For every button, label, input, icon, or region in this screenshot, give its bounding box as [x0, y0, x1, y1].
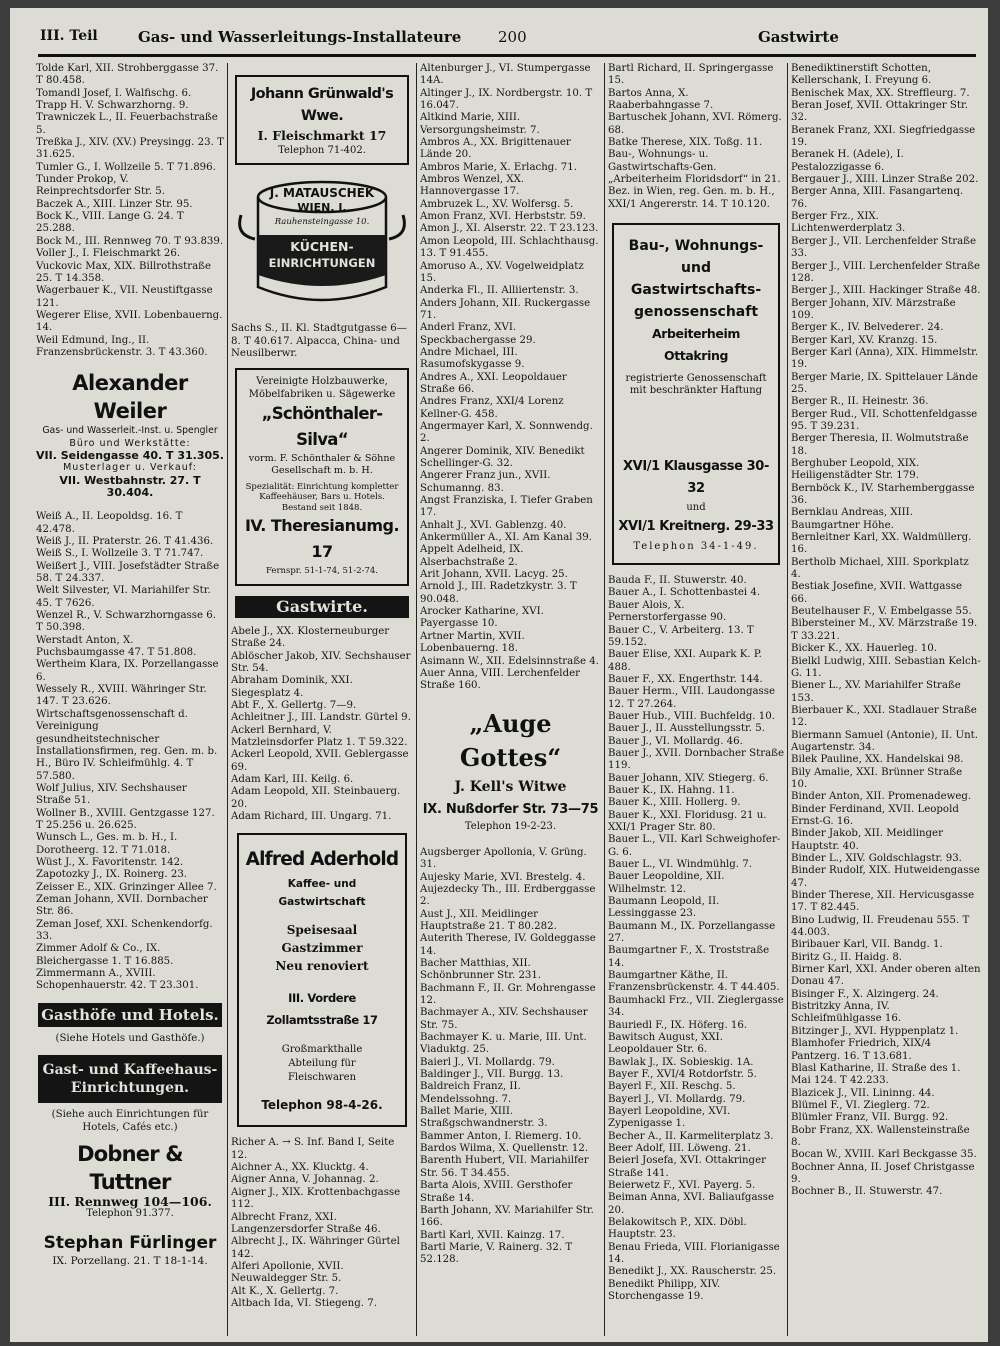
list-item: Baumann M., IX. Porzellangasse 27. [608, 920, 776, 945]
ad-title: „Schönthaler-Silva“ [261, 404, 383, 450]
list-item: Blazicek J., VII. Lininng. 44. [791, 1087, 935, 1099]
list-item: Blümler Franz, VII. Burgg. 92. [791, 1112, 949, 1124]
ad-address: III. Vordere Zollamtsstraße 17 [266, 991, 378, 1028]
list-item: Barenth Hubert, VII. Mariahilfer Str. 56. T 34.455. [420, 1155, 589, 1179]
ad-address: XVI/1 Klausgasse 30-32 [623, 458, 769, 496]
entry-list [231, 1137, 413, 1310]
section-title: Gastwirte. [276, 596, 368, 616]
list-item: Altkind Marie, XIII. Versorgungsheimstr. 7. [420, 112, 540, 136]
list-item: Bayer F., XVI/4 Rotdorfstr. 5. [608, 1068, 757, 1080]
list-item: Beranek H. (Adele), I. Pestalozzigasse 6. [791, 149, 904, 173]
list-item: Trawniczek L., II. Feuerbachstraße 5. [36, 112, 218, 136]
section-box-label: Gast- und Kaffeehaus- [42, 1062, 218, 1079]
list-item: Wollner B., XVIII. Gentzgasse 127. T 25.256 u. 26.625. [36, 807, 215, 831]
ad-text: Gas- und Wasserleit.-Inst. u. Spengler [42, 425, 218, 437]
list-item: Wunsch L., Ges. m. b. H., I. Dorotheerg. 12. T 71.018. [36, 832, 178, 856]
list-item: Tunder Prokop, V. Reinprechtsdorfer Str. 5. [36, 174, 165, 198]
ad-title: genossenschaft [633, 304, 759, 321]
list-item: Vuckovic Max, XIX. Billrothstraße 25. T 14.358. [36, 260, 211, 284]
list-item: Zapotozky J., IX. Roinerg. 23. [36, 869, 188, 881]
ad-text: J. Kell's Witwe [454, 778, 567, 795]
list-item: Aigner J., XIX. Krottenbachgasse 112. [231, 1186, 401, 1211]
list-item: Bau-, Wohnungs- u. Gastwirtschafts-Gen. „Arbeiterheim Floridsdorf“ in 21. Bez. in Wien, reg. Gen. m. b. H., XXI/1 Angererstr. 14. T 10.120. [608, 149, 781, 210]
directory-page [10, 8, 988, 1342]
list-item: Berger K., IV. Belvederег. 24. [791, 322, 944, 334]
list-item: Trapp H. V. Schwarzhorng. 9. [36, 100, 189, 112]
list-item: Binder Therese, XII. Hervicusgasse 17. T 82.445. [791, 890, 975, 914]
list-item: Benedikt Philipp, XIV. Storchengasse 19. [608, 1278, 721, 1303]
list-item: Zeman Josef, XXI. Schenkendorfg. 33. [36, 918, 213, 942]
list-item: Aust J., XII. Meidlinger Hauptstraße 21. T 80.282. [420, 908, 557, 932]
ad-address: IX. Nußdorfer Str. 73—75 [422, 801, 599, 817]
list-item: Artner Martin, XVII. Lobenbauerng. 18. [420, 630, 525, 655]
list-item: Bock K., VIII. Lange G. 24. T 25.288. [36, 211, 184, 235]
column-1 [36, 63, 224, 1338]
ad-title: Dobner & Tuttner [77, 1142, 183, 1195]
list-item: Benau Frieda, VIII. Florianigasse 14. [608, 1241, 780, 1266]
list-item: Treßka J., XIV. (XV.) Preysingg. 23. T 31.625. [36, 137, 224, 161]
list-item: Abt F., X. Gellertg. 7—9. [231, 700, 357, 711]
list-item: Berger Karl, XV. Kranzg. 15. [791, 334, 938, 346]
list-item: Zeman Johann, XVII. Dornbacher Str. 86. [36, 893, 208, 918]
column-5 [791, 63, 981, 1338]
list-item: Arit Johann, XVII. Lacyg. 25. [420, 569, 568, 581]
list-item: Berger Anna, XIII. Fasangartenq. 76. [791, 186, 964, 210]
list-item: Baierl J., VI. Mollardg. 79. [420, 1056, 555, 1068]
header-part: III. Teil [40, 28, 98, 44]
list-item: Zeisser E., XIX. Grinzinger Allee 7. [36, 881, 217, 893]
list-item: Andres A., XXI. Leopoldauer Straße 66. [420, 371, 567, 395]
list-item: Berger J., VIII. Lerchenfelder Straße 128. [791, 260, 981, 284]
list-item: Albrecht J., IX. Währinger Gürtel 142. [231, 1236, 400, 1260]
list-item: Bauer Leopoldine, XII. Wilhelmstr. 12. [608, 871, 725, 895]
list-item: Berger Frz., XIX. Lichtenwerderplatz 3. [791, 211, 906, 235]
list-item: Weiß A., II. Leopoldsg. 16. T 42.478. [36, 511, 183, 535]
ad-alfred-aderhold [237, 833, 407, 1127]
list-item: Bock M., III. Rennweg 70. T 93.839. [36, 235, 224, 247]
list-item: Bino Ludwig, II. Freudenau 555. T 44.003. [791, 914, 970, 939]
list-item: Ankermüller A., XI. Am Kanal 39. [420, 532, 592, 544]
list-item: Aigner Anna, V. Johannag. 2. [231, 1174, 379, 1186]
list-item: Berger Rud., VII. Schottenfeldgasse 95. T 39.231. [791, 408, 978, 432]
list-item: Bernklau Andreas, XIII. Baumgartner Höhe. [791, 507, 913, 531]
list-item: Aichner A., XX. Klucktg. 4. [231, 1162, 369, 1174]
list-item: Bibersteiner M., XV. Märzstraße 19. T 33.221. [791, 618, 978, 642]
column-divider [416, 63, 417, 1336]
list-item: Baldinger J., VII. Burgg. 13. [420, 1069, 564, 1081]
entry-list [36, 63, 224, 359]
list-item: Beiman Anna, XVI. Baliaufgasse 20. [608, 1192, 775, 1216]
list-item: Aujesky Marie, XVI. Brestelg. 4. [420, 871, 586, 883]
entry-list [36, 511, 224, 992]
list-item: Appelt Adelheid, IX. Alserbachstraße 2. [420, 544, 524, 568]
ad-text: Fleischwaren [287, 1072, 357, 1084]
list-item: Werstadt Anton, X. Puchsbaumgasse 47. T 51.808. [36, 634, 197, 659]
list-item: Baumgartner Käthe, II. Franzensbrückenstr. 4. T 44.405. [608, 970, 780, 994]
list-item: Bammer Anton, I. Riemerg. 10. [420, 1130, 582, 1142]
see-reference: (Siehe Hotels und Gasthöfe.) [55, 1033, 205, 1045]
list-item: Ackerl Leopold, XVII. Geblergasse 69. [231, 749, 409, 773]
list-item: Bauer Herm., VIII. Laudongasse 12. T 27.264. [608, 686, 776, 710]
ad-text: Vereinigte Holzbauwerke, [256, 376, 388, 388]
ad-dobner-tuttner [36, 1140, 224, 1221]
list-item: Abele J., XX. Klosterneuburger Straße 24. [231, 625, 390, 650]
ad-title: Bau-, Wohnungs- [628, 238, 764, 255]
list-item: Voller J., I. Fleischmarkt 26. [36, 248, 181, 260]
list-item: Berger Karl (Anna), XIX. Himmelstr. 19. [791, 346, 979, 371]
ad-text: Kaffee- und Gastwirtschaft [278, 878, 366, 909]
ad-text: EINRICHTUNGEN [268, 256, 376, 271]
list-item: Bertholb Michael, XIII. Sporkplatz 4. [791, 556, 969, 581]
list-item: Bauer L., VI. Windmühlg. 7. [608, 859, 752, 871]
list-item: Bauer C., V. Arbeiterg. 13. T 59.152. [608, 624, 754, 648]
list-item: Bauer A., I. Schottenbastei 4. [608, 587, 761, 599]
ad-text: Spezialität: Einrichtung kompletter Kaffeehäuser, Bars u. Hotels. Bestand seit 1848. [245, 481, 399, 513]
ad-text: und [686, 501, 706, 513]
list-item: Angst Franziska, I. Tiefer Graben 17. [420, 495, 593, 519]
list-item: Baczek A., XIII. Linzer Str. 95. [36, 198, 193, 210]
list-item: Bauer Hub., VIII. Buchfeldg. 10. [608, 710, 775, 722]
list-item: Albrecht Franz, XXI. Langenzersdorfer Straße 46. [231, 1211, 381, 1235]
list-item: Bartl Marie, V. Rainerg. 32. T 52.128. [420, 1241, 573, 1266]
list-item: Bergauer J., XIII. Linzer Straße 202. [791, 174, 979, 186]
ad-text: registrierte Genossenschaft [625, 373, 767, 385]
ad-text: Großmarkthalle [281, 1044, 363, 1056]
list-item: Anderl Franz, XVI. Speckbachergasse 29. [420, 322, 536, 346]
list-item: Benischek Max, XX. Streffleurg. 7. [791, 87, 970, 99]
list-item: Bicker K., XX. Hauerleg. 10. [791, 643, 937, 655]
ad-text: mit beschränkter Haftung [629, 385, 763, 397]
list-item: Beierl Josefa, XVI. Ottakringer Straße 141. [608, 1155, 766, 1179]
list-item: Bauer J., XVII. Dornbacher Straße 119. [608, 747, 784, 772]
ad-text: vorm. F. Schönthaler & Söhne [248, 453, 396, 465]
list-item: Bayerl J., VI. Mollardg. 79. [608, 1093, 746, 1105]
list-item: Angerer Franz jun., XVII. Schumanng. 83. [420, 470, 551, 494]
list-item: Binder Jakob, XII. Meidlinger Hauptstr. 40. [791, 828, 943, 852]
list-item: Bachmayer A., XIV. Sechshauser Str. 75. [420, 1007, 588, 1031]
ad-text: Gastzimmer [281, 941, 363, 956]
list-item: Alferi Apollonie, XVII. Neuwaldegger Str. 5. [231, 1260, 344, 1285]
list-item: Adam Karl, III. Keilg. 6. [231, 774, 354, 786]
list-item: Bernböck K., IV. Starhemberggasse 36. [791, 482, 975, 507]
ad-matauschek [235, 175, 409, 315]
list-item: Weiß J., II. Praterstr. 26. T 41.436. [36, 536, 214, 547]
column-3 [420, 63, 601, 1338]
list-item: Ambruzek L., XV. Wolfersg. 5. [420, 198, 574, 210]
list-item: Berger Johann, XIV. Märzstraße 109. [791, 297, 956, 321]
ad-text: Neu renoviert [275, 959, 369, 974]
list-item: Auterith Therese, IV. Goldeggasse 14. [420, 933, 596, 957]
ad-title: „Auge Gottes“ [459, 708, 562, 772]
entry-list [608, 575, 784, 1303]
list-item: Bawlak J., IX. Sobieskig. 1A. [608, 1056, 754, 1068]
ad-phone: Telephon 91.377. [86, 1208, 174, 1220]
list-item: Abraham Dominik, XXI. Siegesplatz 4. [231, 675, 353, 699]
list-item: Bistritzky Anna, IV. Schleifmühlgasse 16. [791, 1001, 902, 1025]
list-item: Amon J., XI. Alserstr. 22. T 23.123. [420, 223, 599, 235]
ad-address: VII. Westbahnstr. 27. T 30.404. [59, 473, 201, 499]
list-item: Berger J., VII. Lerchenfelder Straße 33. [791, 235, 977, 260]
ad-text: Rauhensteingasse 10. [274, 217, 370, 228]
list-item: Bacher Matthias, XII. Schönbrunner Str. 231. [420, 957, 542, 982]
header-title: Gas- und Wasserleitungs-Installateure [138, 28, 462, 46]
list-item: Benedikt J., XX. Rauscherstr. 25. [608, 1266, 777, 1278]
list-item: Becher A., II. Karmeliterplatz 3. [608, 1130, 774, 1142]
list-item: Altbach Ida, VI. Stiegeng. 7. [231, 1297, 377, 1309]
ad-phone: Telephon 98-4-26. [261, 1098, 383, 1113]
list-item: Bayerl F., XII. Reschg. 5. [608, 1081, 736, 1093]
ad-title: Stephan Fürlinger [43, 1232, 217, 1253]
list-item: Weißert J., VIII. Josefstädter Straße 58. T 24.337. [36, 560, 220, 585]
list-item: Wirtschaftsgenossenschaft d. Vereinigung gesundheitstechnischer Installationsfirmen, reg. Gen. m. b. H., Büro IV. Schleifmühlg. 4. T 57.580. [36, 708, 218, 782]
column-divider [604, 63, 605, 1336]
column-2 [231, 63, 413, 1338]
list-item: Bauer F., XX. Engerthstr. 144. [608, 673, 763, 685]
list-item: Alt K., X. Gellertg. 7. [231, 1285, 339, 1297]
list-item: Bauer K., IX. Hahng. 11. [608, 784, 735, 796]
entry-list [231, 626, 413, 824]
list-item: Bartl Richard, II. Springergasse 15. [608, 63, 774, 87]
ad-text: WIEN, I. [297, 201, 347, 215]
ad-phone: Telephon 19-2-23. [464, 820, 557, 832]
list-item: Zimmermann A., XVIII. Schopenhauerstr. 42. T 23.301. [36, 968, 199, 992]
ad-text: Gesellschaft m. b. H. [271, 465, 373, 477]
ad-gruenwald [235, 75, 409, 165]
list-item: Biermann Samuel (Antonie), II. Unt. Augartenstr. 34. [791, 729, 978, 753]
list-item: Beutelhauser F., V. Embelgasse 55. [791, 606, 972, 618]
list-item: Bochner B., II. Stuwerstr. 47. [791, 1186, 943, 1198]
list-item: Wessely R., XVIII. Währinger Str. 147. T 23.626. [36, 684, 207, 708]
list-item: Biener L., XV. Mariahilfer Straße 153. [791, 680, 961, 704]
list-item: Bocan W., XVIII. Karl Beckgasse 35. [791, 1149, 977, 1161]
section-title-gastwirte [235, 596, 409, 618]
list-item: Batke Therese, XIX. Toßg. 11. [608, 137, 763, 149]
list-item: Weil Edmund, Ing., II. Franzensbrückenstr. 3. T 43.360. [36, 334, 208, 358]
entry-list [608, 63, 784, 211]
list-item: Ackerl Bernhard, V. Matzleinsdorfer Platz 1. T 59.322. [231, 724, 408, 749]
section-box-label: Einrichtungen. [70, 1080, 190, 1097]
section-box-gasthoefe [38, 1003, 222, 1027]
list-item: Ambros A., XX. Brigittenauer Lände 20. [420, 137, 571, 161]
list-item: Ambros Wenzel, XX. Hannovergasse 17. [420, 174, 525, 198]
list-item: Wolf Julius, XIV. Sechshauser Straße 51. [36, 782, 187, 807]
column-divider [787, 63, 788, 1336]
see-reference: (Siehe auch Einrichtungen für Hotels, Cafés etc.) [51, 1109, 209, 1133]
list-item: Bily Amalie, XXI. Brünner Straße 10. [791, 766, 963, 790]
list-item: Bauer J., II. Ausstellungsstr. 5. [608, 723, 765, 735]
list-item: Berger Theresia, II. Wolmutstraße 18. [791, 433, 969, 457]
list-item: Amon Franz, XVI. Herbststr. 59. [420, 211, 586, 223]
ad-address: XVI/1 Kreitnerg. 29-33 [618, 518, 774, 534]
ad-phone: Fernspr. 51-1-74, 51-2-74. [265, 566, 378, 577]
list-item: Andres Franz, XXI/4 Lorenz Kellner-G. 458. [420, 396, 564, 420]
list-item: Berger J., XIII. Hackinger Straße 48. [791, 285, 981, 297]
list-item: Bauer Alois, X. Pernerstorfergasse 90. [608, 599, 727, 624]
list-item: Richer A. → S. Inf. Band I, Seite 12. [231, 1137, 395, 1161]
ad-address: IV. Theresianumg. 17 [244, 516, 400, 562]
list-item: Benediktinerstift Schotten, Kellerschank, I. Freyung 6. [791, 63, 932, 87]
list-item: Achleitner J., III. Landstr. Gürtel 9. [231, 712, 411, 724]
list-item: Bauer L., VII. Karl Schweighofer-G. 6. [608, 834, 781, 858]
ad-text: KÜCHEN- [290, 239, 354, 255]
column-divider [227, 63, 228, 1336]
header-rule [38, 54, 976, 57]
list-item: Bernleitner Karl, XX. Waldmüllerg. 16. [791, 532, 972, 556]
list-item: Baumhackl Frz., VII. Zieglergasse 34. [608, 994, 784, 1019]
list-item: Bayerl Leopoldine, XVI. Zypenigasse 1. [608, 1105, 731, 1130]
list-item: Bierbauer K., XXI. Stadlauer Straße 12. [791, 704, 977, 729]
list-item: Binder Ferdinand, XVII. Leopold Ernst-G. 16. [791, 803, 959, 827]
list-item: Baldreich Franz, II. Mendelssohng. 7. [420, 1081, 521, 1105]
list-item: Bauer Johann, XIV. Stiegerg. 6. [608, 772, 769, 784]
list-item: Berger Marie, IX. Spittelauer Lände 25. [791, 371, 978, 395]
list-item: Bauer K., XIII. Hollerg. 9. [608, 797, 741, 809]
ad-schoenthaler-silva [235, 368, 409, 585]
list-item: Beran Josef, XVII. Ottakringer Str. 32. [791, 100, 968, 124]
list-item: Amon Leopold, III. Schlachthausg. 13. T 91.455. [420, 235, 599, 260]
ad-title: Alexander Weiler [72, 371, 188, 424]
list-item: Amoruso A., XV. Vogelweidplatz 15. [420, 260, 584, 284]
list-item: Bachmayer K. u. Marie, III. Unt. Viaduktg. 25. [420, 1032, 587, 1056]
header-section: Gastwirte [758, 28, 839, 46]
list-item: Bobr Franz, XX. Wallensteinstraße 8. [791, 1124, 970, 1148]
list-item: Welt Silvester, VI. Mariahilfer Str. 45. T 7626. [36, 585, 211, 609]
list-item: Berghuber Leopold, XIX. Heiligenstädter Str. 179. [791, 458, 920, 482]
list-item: Beranek Franz, XXI. Siegfriedgasse 19. [791, 124, 976, 149]
ad-text: Büro und Werkstätte: [69, 437, 191, 449]
ad-title: und Gastwirtschafts- [630, 260, 762, 299]
list-item: Binder Anton, XII. Promenadeweg. [791, 791, 972, 803]
list-item: Binder Rudolf, XIX. Hutweidengasse 47. [791, 865, 980, 889]
list-item: Ballet Marie, XIII. Straßgschwandnerstr. 3. [420, 1106, 548, 1130]
list-item: Bardos Wilma, X. Quellenstr. 12. [420, 1143, 589, 1155]
list-item: Bartl Karl, XVII. Kainzg. 17. [420, 1229, 565, 1241]
list-item: Bielkl Ludwig, XIII. Sebastian Kelch-G. 11. [791, 655, 981, 679]
list-item: Angerer Dominik, XIV. Benedikt Schellinger-G. 32. [420, 445, 585, 469]
list-item: Anderka Fl., II. Alliiertenstr. 3. [420, 285, 579, 297]
list-item: Bauer Elise, XXI. Aupark K. P. 488. [608, 649, 762, 673]
ad-text: Abteilung für [288, 1058, 356, 1070]
list-item: Anders Johann, XII. Ruckergasse 71. [420, 297, 591, 321]
list-item: Blasl Katharine, II. Straße des 1. Mai 124. T 42.233. [791, 1062, 961, 1087]
list-item: Bauda F., II. Stuwerstr. 40. [608, 575, 747, 587]
list-item: Weiß S., I. Wollzeile 3. T 71.747. [36, 548, 204, 560]
list-item: Belakowitsch P., XIX. Döbl. Hauptstr. 23. [608, 1217, 747, 1241]
ad-title: Alfred Aderhold [245, 849, 399, 871]
list-item: Adam Leopold, XII. Steinbauerg. 20. [231, 786, 401, 810]
list-item: Bauer K., XXI. Floridusg. 21 u. XXI/1 Prager Str. 80. [608, 809, 767, 833]
list-item: Binder L., XIV. Goldschlagstr. 93. [791, 853, 962, 864]
column-4 [608, 63, 784, 1338]
list-item: Bachmann F., II. Gr. Mohrengasse 12. [420, 982, 596, 1006]
list-item: Aujezdecky Th., III. Erdberggasse 2. [420, 883, 596, 908]
ad-address: III. Rennweg 104—106. [48, 1194, 212, 1210]
entry-list [420, 847, 601, 1267]
list-item: Bartuschek Johann, XVI. Römerg. 68. [608, 112, 782, 136]
ad-stephan-fuerlinger [36, 1231, 224, 1267]
ad-arbeiterheim-ottakring [612, 223, 780, 565]
list-item: Beer Adolf, III. Löweng. 21. [608, 1142, 751, 1154]
list-item: Bauer J., VI. Mollardg. 46. [608, 735, 743, 747]
list-item: Sachs S., II. Kl. Stadtgutgasse 6—8. T 40.617. Alpacca, China- und Neusilberwr. [231, 323, 407, 360]
ad-phone: Telephon 71-402. [278, 145, 366, 156]
list-item: Bawitsch August, XXI. Leopoldauer Str. 6. [608, 1031, 723, 1056]
list-item: Ablöscher Jakob, XIV. Sechshauser Str. 54. [231, 650, 411, 674]
list-item: Birner Karl, XXI. Ander oberen alten Donau 47. [791, 964, 981, 988]
list-item: Bauriedl F., IX. Höferg. 16. [608, 1019, 748, 1031]
list-item: Zimmer Adolf & Co., IX. Bleichergasse 1. T 16.885. [36, 943, 174, 967]
list-item: Adam Richard, III. Ungarg. 71. [231, 811, 392, 823]
list-item: Angermayer Karl, X. Sonnwendg. 2. [420, 420, 593, 445]
list-item: Arocker Katharine, XVI. Payergasse 10. [420, 606, 544, 630]
ad-address: I. Fleischmarkt 17 [257, 128, 387, 143]
ad-auge-gottes [420, 707, 601, 833]
list-item: Biritz G., II. Haidg. 8. [791, 951, 903, 963]
ad-phone: Telephon 34-1-49. [633, 540, 759, 552]
list-item: Baumann Leopold, II. Lessinggasse 23. [608, 896, 720, 920]
list-item: Biribauer Karl, VII. Bandg. 1. [791, 939, 943, 951]
list-item: Barth Johann, XV. Mariahilfer Str. 166. [420, 1204, 594, 1229]
ad-alexander-weiler [36, 369, 224, 499]
list-item: Baumgartner F., X. Troststraße 14. [608, 945, 770, 969]
list-item: Bestiak Josefine, XVII. Wattgasse 66. [791, 581, 962, 605]
section-box-label: Gasthöfe und Hotels. [41, 1005, 219, 1024]
list-item: Wertheim Klara, IX. Porzellangasse 6. [36, 659, 219, 683]
list-item: Wagerbauer K., VII. Neustiftgasse 121. [36, 285, 213, 309]
list-item: Anhalt J., XVI. Gablenzg. 40. [420, 519, 567, 531]
list-item: Andre Michael, III. Rasumofskygasse 9. [420, 346, 525, 371]
list-item: Wüst J., X. Favoritenstr. 142. [36, 856, 184, 868]
list-item: Bilek Pauline, XX. Handelskai 98. [791, 754, 964, 766]
list-item: Bitzinger J., XVI. Hyppenplatz 1. [791, 1025, 959, 1037]
list-item: Wegerer Elise, XVII. Lobenbauerng. 14. [36, 309, 223, 334]
list-item: Wenzel R., V. Schwarzhorngasse 6. T 50.398. [36, 610, 216, 634]
list-item: Berger R., II. Heinestr. 36. [791, 396, 929, 408]
ad-text: Möbelfabriken u. Sägewerke [248, 388, 396, 400]
list-item: Tumler G., I. Wollzeile 5. T 71.896. [36, 161, 216, 173]
list-item: Bisinger F., X. Alzingerg. 24. [791, 988, 939, 1000]
list-item: Arnold J., III. Radetzkystr. 3. T 90.048. [420, 581, 577, 605]
entry-list [420, 63, 601, 693]
list-item: Blümel F., VI. Zieglerg. 72. [791, 1099, 930, 1111]
list-item: Asimann W., XII. Edelsinnstraße 4. [420, 655, 600, 667]
ad-text: Speisesaal [286, 923, 358, 938]
section-box-einrichtungen [38, 1055, 222, 1103]
ad-title: Johann Grünwald's Wwe. [250, 86, 394, 124]
list-item: Altinger J., IX. Nordbergstr. 10. T 16.047. [420, 87, 593, 112]
list-item: Augsberger Apollonia, V. Grüng. 31. [420, 846, 587, 871]
list-item: Auer Anna, VIII. Lerchenfelder Straße 160. [420, 667, 580, 692]
ad-title: J. MATAUSCHEK [269, 186, 375, 201]
list-item: Tolde Karl, XII. Strohberggasse 37. T 80.458. [36, 63, 219, 87]
ad-address: IX. Porzellang. 21. T 18-1-14. [52, 1254, 208, 1267]
list-item: Tomandl Josef, I. Walfischg. 6. [36, 87, 192, 99]
list-item: Ambros Marie, X. Erlachg. 71. [420, 161, 577, 173]
header-page-number: 200 [498, 28, 527, 46]
ad-address: VII. Seidengasse 40. T 31.305. [36, 448, 224, 462]
list-item: Blamhofer Friedrich, XIX/4 Pantzerg. 16. T 13.681. [791, 1038, 932, 1062]
list-item: Bochner Anna, II. Josef Christgasse 9. [791, 1161, 975, 1185]
list-item: Barta Alois, XVIII. Gersthofer Straße 14. [420, 1180, 573, 1204]
entry-list [791, 63, 981, 1199]
ad-text: Musterlager u. Verkauf: [63, 462, 197, 474]
list-item: Bartos Anna, X. Raaberbahngasse 7. [608, 87, 714, 112]
list-item: Beierwetz F., XVI. Payerg. 5. [608, 1179, 756, 1191]
ad-title: Arbeiterheim Ottakring [651, 326, 741, 364]
list-item: Altenburger J., VI. Stumpergasse 14A. [420, 63, 591, 87]
